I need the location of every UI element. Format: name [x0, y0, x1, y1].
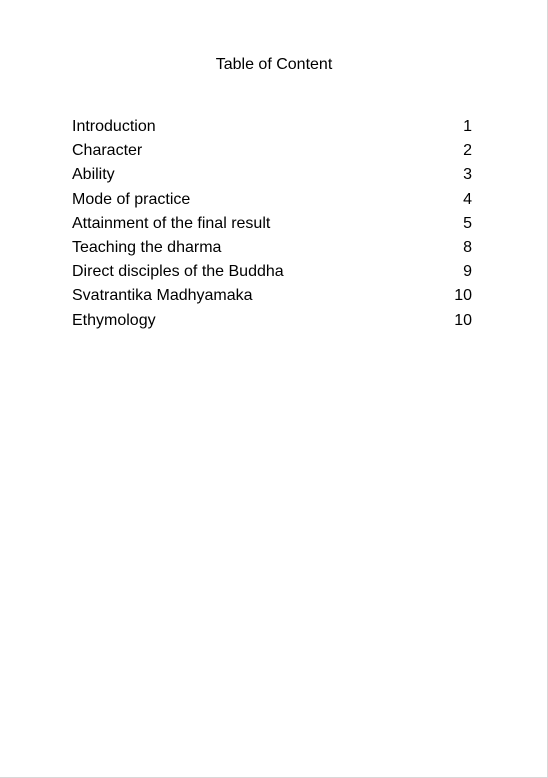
toc-entry-page: 10 [454, 311, 472, 329]
toc-entry-page: 10 [454, 287, 472, 305]
toc-entry [72, 214, 472, 238]
toc-entry [72, 286, 472, 310]
toc-entry-label: Character [72, 142, 143, 160]
toc-entry-page: 5 [463, 214, 472, 232]
toc-entry-page: 4 [463, 190, 472, 208]
toc-entry-label: Teaching the dharma [72, 238, 222, 256]
toc-entry [72, 190, 472, 214]
toc-entry-label: Introduction [72, 118, 156, 135]
toc-entry-label: Ability [72, 166, 115, 184]
toc-entry-label: Mode of practice [72, 190, 191, 208]
toc-entry [72, 262, 472, 286]
toc-entry [72, 165, 472, 189]
toc-entry-label: Svatrantika Madhyamaka [72, 287, 253, 305]
toc-entry [72, 311, 472, 335]
toc-entry-label: Attainment of the final result [72, 214, 271, 232]
toc-entry-page: 1 [463, 118, 472, 135]
toc-entry-page: 9 [463, 263, 472, 281]
toc-list [72, 117, 472, 335]
toc-title: Table of Content [215, 56, 333, 73]
toc-entry [72, 141, 472, 165]
toc-entry [72, 238, 472, 262]
toc-entry-page: 3 [463, 166, 472, 184]
toc-entry-page: 8 [463, 238, 472, 256]
toc-entry-label: Ethymology [72, 311, 156, 329]
toc-entry [72, 117, 472, 141]
toc-entry-label: Direct disciples of the Buddha [72, 263, 284, 281]
toc-entry-page: 2 [463, 142, 472, 160]
